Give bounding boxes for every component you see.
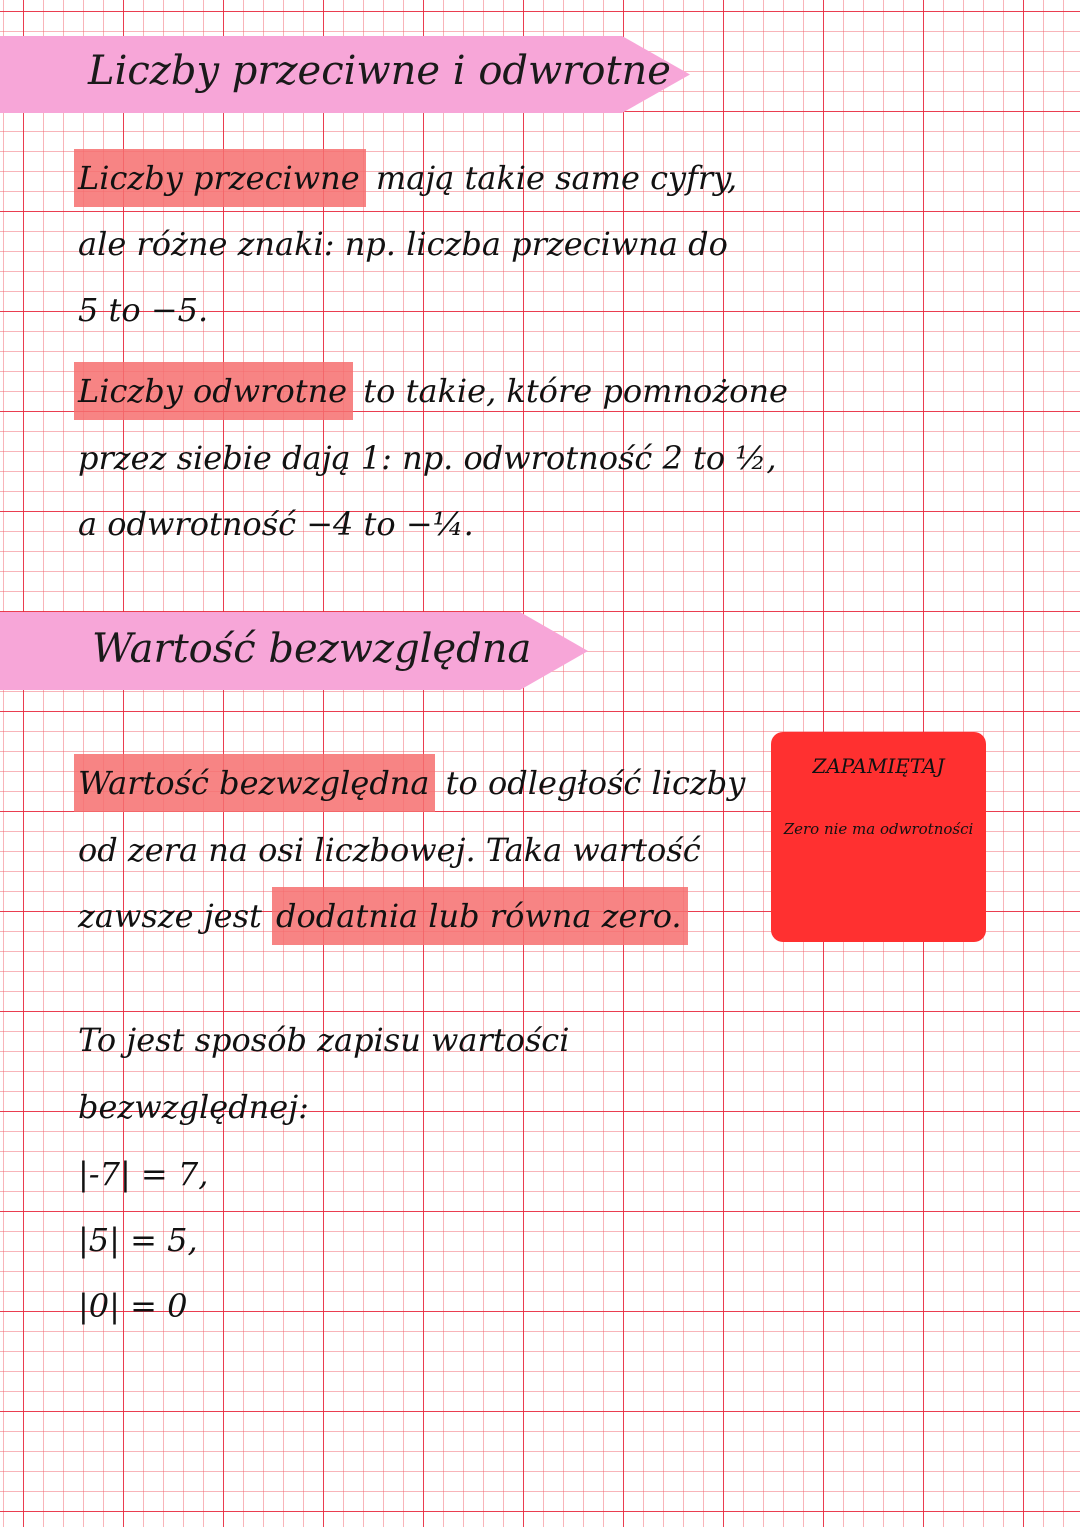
highlighted-phrase: dodatnia lub równa zero. xyxy=(272,887,688,945)
text-line xyxy=(78,369,788,413)
text-line: przez siebie dają 1: np. odwrotność 2 to ½, xyxy=(78,439,777,477)
section-title: Liczby przeciwne i odwrotne xyxy=(88,48,671,94)
example-line: |-7| = 7, xyxy=(78,1155,209,1193)
highlighted-term: Liczby odwrotne xyxy=(74,362,353,420)
example-line: |5| = 5, xyxy=(78,1221,198,1259)
example-line: |0| = 0 xyxy=(78,1287,188,1325)
remember-callout xyxy=(771,732,986,942)
highlighted-term: Wartość bezwzględna xyxy=(74,754,435,812)
highlighted-term: Liczby przeciwne xyxy=(74,149,366,207)
text-line: od zera na osi liczbowej. Taka wartość xyxy=(78,831,701,869)
text-line: To jest sposób zapisu wartości xyxy=(78,1021,570,1059)
text-line: a odwrotność −4 to −¼. xyxy=(78,505,474,543)
text-line: ale różne znaki: np. liczba przeciwna do xyxy=(78,225,728,263)
callout-title: ZAPAMIĘTAJ xyxy=(812,754,945,778)
text-fragment: zawsze jest xyxy=(78,897,273,935)
text-line: bezwzględnej: xyxy=(78,1088,309,1126)
callout-body: Zero nie ma odwrotności xyxy=(783,820,974,838)
text-line: 5 to −5. xyxy=(78,291,209,329)
text-line xyxy=(78,156,737,200)
text-line xyxy=(78,761,745,805)
text-fragment: mają takie same cyfry, xyxy=(365,159,738,197)
text-fragment: to odległość liczby xyxy=(435,764,746,802)
text-line xyxy=(78,894,688,938)
section-title: Wartość bezwzględna xyxy=(92,626,532,672)
text-fragment: to takie, które pomnożone xyxy=(353,372,788,410)
